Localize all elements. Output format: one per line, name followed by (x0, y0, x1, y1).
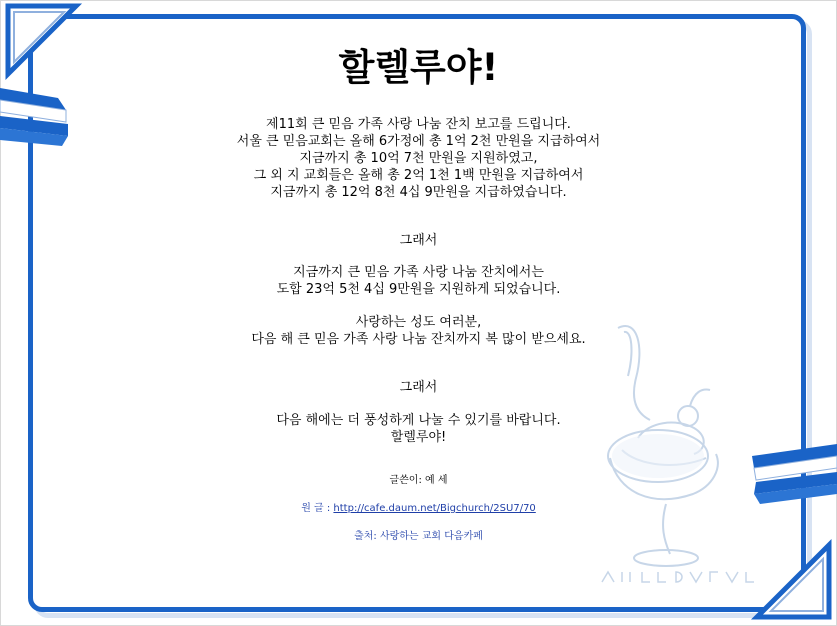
source-link[interactable]: http://cafe.daum.net/Bigchurch/2SU7/70 (333, 503, 536, 514)
total-line: 지금까지 큰 믿음 가족 사랑 나눔 잔치에서는 (293, 265, 544, 280)
closing-line: 할렐루야! (390, 430, 447, 445)
origin-credit: 출처: 사랑하는 교회 다음카페 (354, 531, 483, 542)
total-line: 도합 23억 5천 4십 9만원을 지원하게 되었습니다. (276, 282, 561, 297)
transition-line: 그래서 (399, 233, 438, 248)
watermark (598, 568, 763, 586)
closing-line: 다음 해에는 더 풍성하게 나눌 수 있기를 바랍니다. (276, 413, 561, 428)
report-paragraph (0, 116, 837, 201)
blessing-line: 사랑하는 성도 여러분, (355, 315, 482, 330)
transition-line: 그래서 (399, 380, 438, 395)
total-paragraph (0, 264, 837, 298)
report-line: 지금까지 총 12억 8천 4십 9만원을 지급하였습니다. (270, 185, 567, 200)
report-line: 그 외 지 교회들은 올해 총 2억 1천 1백 만원을 지급하여서 (253, 168, 584, 183)
page-title: 할렐루야! (338, 46, 499, 89)
blessing-paragraph (0, 314, 837, 348)
ribbon-right (752, 438, 837, 508)
closing-paragraph (0, 412, 837, 446)
report-line: 지금까지 총 10억 7천 만원을 지원하였고, (299, 151, 538, 166)
transition-text-1 (0, 232, 837, 249)
report-line: 제11회 큰 믿음 가족 사랑 나눔 잔치 보고를 드립니다. (266, 117, 571, 132)
transition-text-2 (0, 379, 837, 396)
source-label: 원 글 : (301, 503, 334, 514)
blessing-line: 다음 해 큰 믿음 가족 사랑 나눔 잔치까지 복 많이 받으세요. (251, 332, 586, 347)
report-line: 서울 큰 믿음교회는 올해 6가정에 총 1억 2천 만원을 지급하여서 (236, 134, 601, 149)
source-line (0, 502, 837, 516)
author-credit: 글쓴이: 예 세 (389, 475, 448, 486)
